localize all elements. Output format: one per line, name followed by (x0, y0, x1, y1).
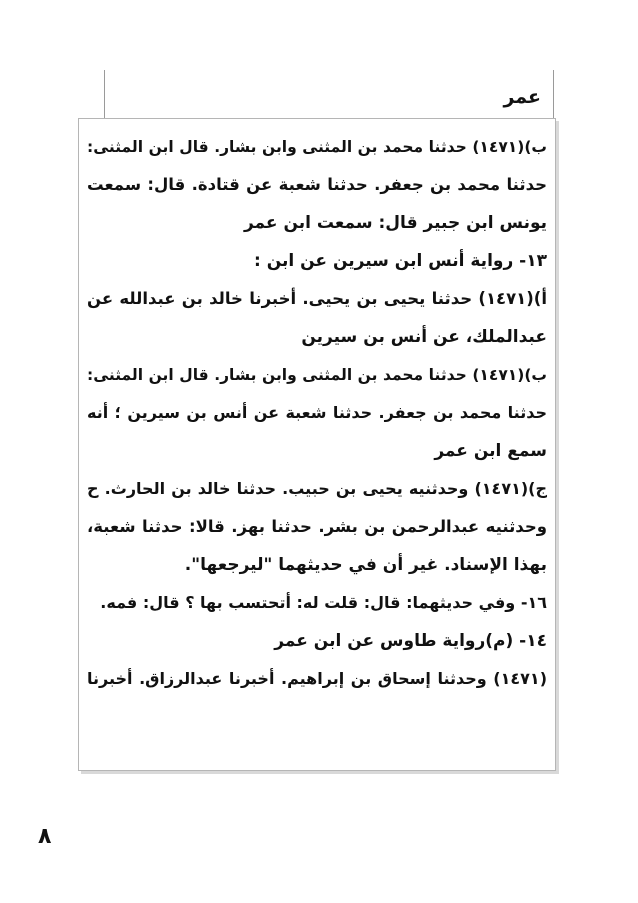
text-line: بهذا الإسناد. غير أن في حديثهما "ليرجعها". (184, 555, 547, 575)
text-line: ب)(١٤٧١) حدثنا محمد بن المثنى وابن بشار. قال ابن المثنى: (87, 138, 547, 156)
text-line: ١٣- رواية أنس ابن سيرين عن ابن : (253, 251, 547, 271)
text-line: ب)(١٤٧١) حدثنا محمد بن المثنى وابن بشار. قال ابن المثنى: (87, 366, 547, 384)
text-line: يونس ابن جبير قال: سمعت ابن عمر (243, 213, 547, 233)
header-title: عمر (503, 86, 541, 108)
page-header (104, 70, 554, 118)
text-line: ج)(١٤٧١) وحدثنيه يحيى بن حبيب. حدثنا خالد بن الحارث. ح (87, 479, 547, 498)
text-panel (78, 118, 556, 771)
page-number: ٨ (38, 824, 52, 849)
text-line: عبدالملك، عن أنس بن سيرين (301, 327, 547, 347)
text-line: ١٤- (م)رواية طاوس عن ابن عمر (274, 631, 547, 651)
text-line: حدثنا محمد بن جعفر. حدثنا شعبة عن أنس بن سيرين ؛ أنه (87, 403, 547, 422)
text-line: (١٤٧١) وحدثنا إسحاق بن إبراهيم. أخبرنا عبدالرزاق. أخبرنا (87, 669, 547, 688)
text-line: أ)(١٤٧١) حدثنا يحيى بن يحيى. أخبرنا خالد بن عبدالله عن (87, 289, 547, 308)
text-lines (79, 128, 555, 698)
text-line: سمع ابن عمر (434, 441, 547, 461)
text-line: ١٦- وفي حديثهما: قال: قلت له: أتحتسب بها ؟ قال: فمه. (100, 593, 547, 612)
text-line: وحدثنيه عبدالرحمن بن بشر. حدثنا بهز. قالا: حدثنا شعبة، (87, 517, 547, 536)
text-line: حدثنا محمد بن جعفر. حدثنا شعبة عن قتادة. قال: سمعت (87, 175, 547, 194)
